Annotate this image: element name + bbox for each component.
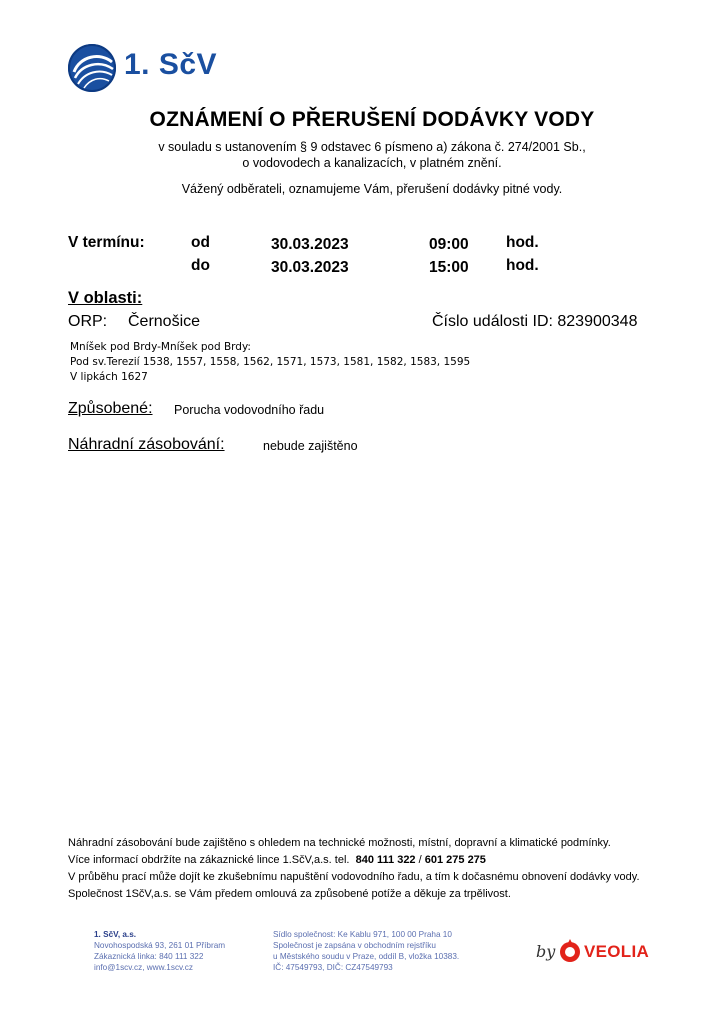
veolia-logo [536, 936, 656, 966]
phone-number-2: 601 275 275 [424, 854, 486, 866]
footer-seat: Sídlo společnost: Ke Kablu 971, 100 00 Praha 10 [273, 930, 452, 939]
veolia-name: VEOLIA [584, 942, 650, 961]
supply-value: nebude zajištěno [263, 439, 358, 453]
veolia-drop-icon [558, 938, 582, 964]
from-unit: hod. [506, 234, 539, 251]
from-time: 09:00 [429, 236, 469, 253]
footer-registry: Společnost je zapsána v obchodním rejstříku [273, 941, 436, 950]
from-date: 30.03.2023 [271, 236, 349, 253]
cause-value: Porucha vodovodního řadu [174, 403, 325, 417]
to-time: 15:00 [429, 259, 469, 276]
address-line: Mníšek pod Brdy-Mníšek pod Brdy: [70, 341, 251, 353]
address-line: Pod sv.Terezií 1538, 1557, 1558, 1562, 1571, 1573, 1581, 1582, 1583, 1595 [70, 356, 471, 368]
event-id: Číslo události ID: 823900348 [432, 313, 638, 330]
company-logo [66, 42, 236, 94]
greeting: Vážený odběrateli, oznamujeme Vám, přerušení dodávky pitné vody. [181, 182, 563, 196]
footer-company-info [94, 929, 225, 973]
to-unit: hod. [506, 257, 539, 274]
note-contact-line [68, 854, 486, 866]
footer-ids: IČ: 47549793, DIČ: CZ47549793 [273, 963, 393, 972]
note-line: Náhradní zásobování bude zajištěno s ohledem na technické možnosti, místní, dopravní a klimatické podmínky. [68, 837, 611, 849]
footer-contact: info@1scv.cz, www.1scv.cz [94, 963, 193, 972]
cause-label: Způsobené: [68, 400, 153, 417]
to-label: do [191, 257, 210, 274]
footer-court: u Městského soudu v Praze, oddíl B, vložka 10383. [273, 952, 460, 961]
footer-registration-info [273, 929, 459, 973]
note-contact-text: Více informací obdržíte na zákaznické lince 1.SčV,a.s. tel. [68, 854, 350, 866]
footer-address: Novohospodská 93, 261 01 Příbram [94, 941, 226, 950]
supply-label: Náhradní zásobování: [68, 436, 225, 453]
phone-separator: / [418, 854, 422, 866]
phone-number-1: 840 111 322 [355, 854, 416, 866]
logo-text: 1. SčV [124, 48, 218, 81]
subtitle-line-1: v souladu s ustanovením § 9 odstavec 6 písmeno a) zákona č. 274/2001 Sb., [158, 140, 586, 154]
from-label: od [191, 234, 210, 251]
note-line: Společnost 1SčV,a.s. se Vám předem omlouvá za způsobené potíže a děkuje za trpělivost. [68, 888, 511, 900]
swirl-logo-icon [66, 42, 118, 94]
footer-company-name: 1. SčV, a.s. [94, 930, 137, 939]
to-date: 30.03.2023 [271, 259, 349, 276]
note-line: V průběhu prací může dojít ke zkušebnímu napuštění vodovodního řadu, a tím k dočasnému obnovení dodávky vody. [68, 871, 640, 883]
footer-hotline: Zákaznická linka: 840 111 322 [94, 952, 204, 961]
area-label: V oblasti: [68, 289, 143, 307]
term-label: V termínu: [68, 234, 145, 251]
page-title: OZNÁMENÍ O PŘERUŠENÍ DODÁVKY VODY [149, 108, 595, 131]
subtitle-line-2: o vodovodech a kanalizacích, v platném znění. [242, 156, 502, 170]
by-text: by [536, 942, 556, 961]
address-line: V lipkách 1627 [70, 371, 148, 383]
orp-label: ORP: [68, 313, 108, 330]
orp-value: Černošice [128, 313, 201, 330]
